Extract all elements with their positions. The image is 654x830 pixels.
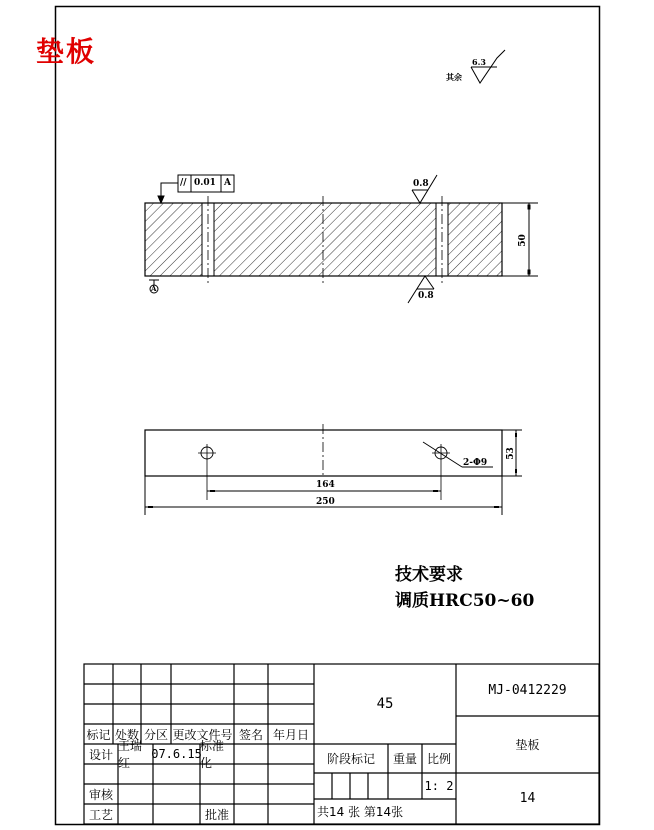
- dimension-length-value: 250: [316, 497, 335, 507]
- tolerance-datum: A: [224, 178, 231, 188]
- tb-approve-label: 批准: [204, 807, 229, 822]
- tb-stage-mark-label: 阶段标记: [326, 752, 375, 766]
- dimension-thickness-value: 50: [517, 234, 528, 247]
- tb-designer: 王瑞红: [118, 739, 143, 770]
- tech-requirements-heading: 技术要求: [395, 565, 463, 585]
- tb-review-label: 审核: [88, 787, 113, 802]
- tb-design-label: 设计: [88, 747, 113, 762]
- tb-drawing-number: MJ-0412229: [488, 682, 567, 698]
- tb-header-change-doc: 更改文件号: [172, 727, 233, 742]
- surface-finish-value: 6.3: [472, 57, 486, 67]
- tb-design-date: 07.6.15: [151, 747, 202, 761]
- roughness-top-value: 0.8: [413, 179, 429, 189]
- roughness-bottom-value: 0.8: [418, 291, 434, 301]
- part-title-red: 垫板: [36, 35, 97, 68]
- tb-header-mark: 标记: [86, 727, 111, 742]
- tb-part-name: 垫板: [515, 738, 540, 752]
- tb-header-zone: 分区: [143, 727, 168, 742]
- tb-header-count: 处数: [114, 727, 139, 742]
- tech-requirements-line1: 调质HRC50~60: [395, 591, 535, 611]
- tb-weight-label: 重量: [392, 752, 417, 766]
- hole-callout: 2-Φ9: [463, 458, 488, 468]
- tolerance-value: 0.01: [194, 178, 216, 188]
- tb-sheet-info: 共14 张 第14张: [317, 805, 404, 819]
- tb-header-signature: 签名: [238, 727, 263, 742]
- datum-label: A: [151, 284, 157, 293]
- tb-process-label: 工艺: [88, 807, 113, 822]
- dimension-width-value: 53: [505, 447, 516, 460]
- surface-finish-label: 其余: [446, 72, 462, 82]
- tb-header-date: 年月日: [272, 727, 309, 742]
- tb-scale-label: 比例: [426, 752, 451, 766]
- tb-sheet-code: 14: [519, 791, 536, 806]
- tb-standardize-label: 标准化: [200, 739, 225, 770]
- front-section-view: [145, 196, 502, 284]
- dimension-hole-spacing-value: 164: [316, 480, 335, 490]
- tb-scale-value: 1: 2: [424, 779, 454, 793]
- tolerance-symbol: //: [180, 178, 187, 188]
- tb-material: 45: [376, 696, 394, 712]
